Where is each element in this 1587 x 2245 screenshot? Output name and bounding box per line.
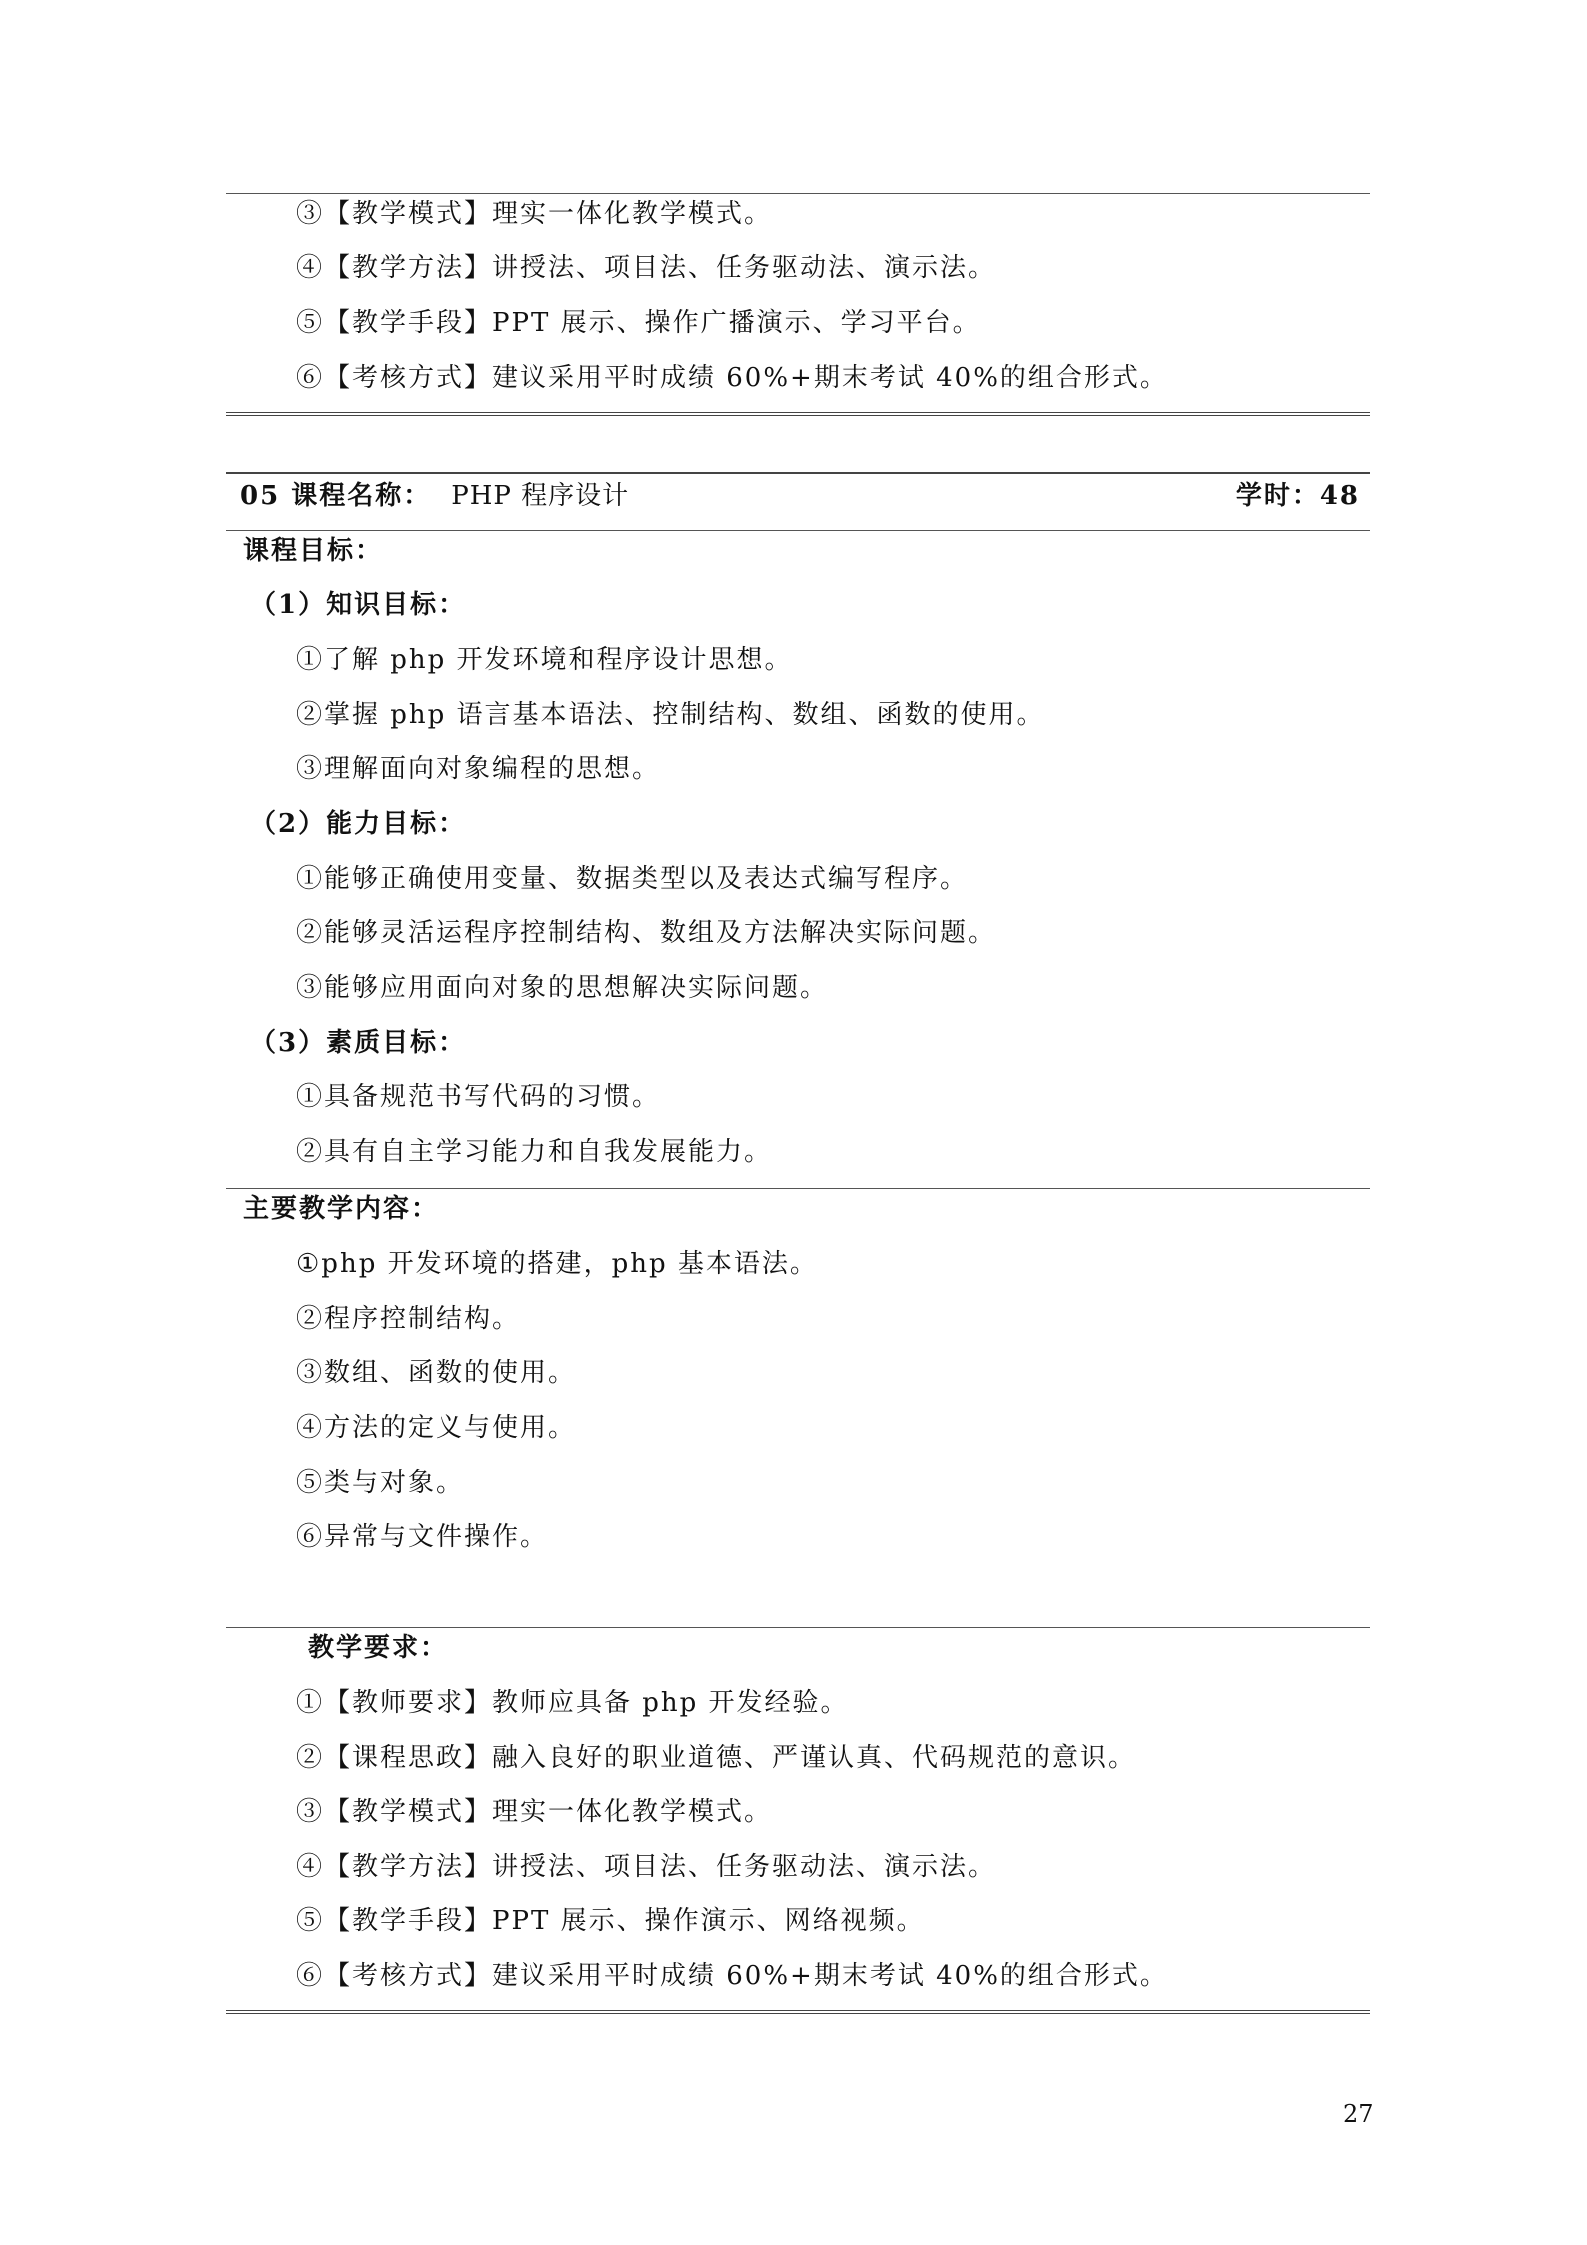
requirements-end-rule: [226, 2010, 1370, 2014]
requirement-item-5: ⑤【教学手段】PPT 展示、操作演示、网络视频。: [296, 1906, 925, 1936]
requirement-item-3: ③【教学模式】理实一体化教学模式。: [296, 1797, 773, 1827]
content-item-3: ③数组、函数的使用。: [296, 1358, 577, 1388]
requirement-item-1: ①【教师要求】教师应具备 php 开发经验。: [296, 1688, 849, 1718]
content-end-rule: [226, 1627, 1370, 1628]
ability-item-2: ②能够灵活运程序控制结构、数组及方法解决实际问题。: [296, 918, 997, 948]
knowledge-item-2: ②掌握 php 语言基本语法、控制结构、数组、函数的使用。: [296, 700, 1045, 730]
quality-item-1: ①具备规范书写代码的习惯。: [296, 1082, 661, 1112]
top-line-3: ⑤【教学手段】PPT 展示、操作广播演示、学习平台。: [296, 308, 981, 338]
page-number: 27: [1343, 2100, 1374, 2128]
knowledge-title: （1）知识目标：: [250, 590, 467, 620]
content-item-5: ⑤类与对象。: [296, 1468, 465, 1498]
quality-title: （3）素质目标：: [250, 1028, 467, 1058]
requirement-item-4: ④【教学方法】讲授法、项目法、任务驱动法、演示法。: [296, 1852, 997, 1882]
content-item-1: ①php 开发环境的搭建，php 基本语法。: [296, 1249, 818, 1279]
course-top-rule: [226, 472, 1370, 474]
ability-title: （2）能力目标：: [250, 809, 467, 839]
content-item-4: ④方法的定义与使用。: [296, 1413, 577, 1443]
course-name: PHP 程序设计: [451, 481, 630, 511]
requirements-title: 教学要求：: [308, 1633, 449, 1663]
content-item-6: ⑥异常与文件操作。: [296, 1522, 549, 1552]
course-header: [240, 476, 1360, 516]
top-line-4: ⑥【考核方式】建议采用平时成绩 60%+期末考试 40%的组合形式。: [296, 363, 1168, 393]
top-line-1: ③【教学模式】理实一体化教学模式。: [296, 199, 773, 229]
knowledge-item-1: ①了解 php 开发环境和程序设计思想。: [296, 645, 793, 675]
requirement-item-6: ⑥【考核方式】建议采用平时成绩 60%+期末考试 40%的组合形式。: [296, 1961, 1168, 1991]
top-rule: [226, 193, 1370, 194]
course-hours: 学时：48: [1235, 481, 1360, 511]
quality-item-2: ②具有自主学习能力和自我发展能力。: [296, 1137, 773, 1167]
course-header-rule: [226, 530, 1370, 531]
knowledge-item-3: ③理解面向对象编程的思想。: [296, 754, 661, 784]
content-item-2: ②程序控制结构。: [296, 1304, 521, 1334]
section-end-rule: [226, 412, 1370, 416]
objectives-end-rule: [226, 1188, 1370, 1189]
content-title: 主要教学内容：: [243, 1194, 440, 1224]
requirement-item-2: ②【课程思政】融入良好的职业道德、严谨认真、代码规范的意识。: [296, 1743, 1137, 1773]
course-label: 05 课程名称：: [240, 481, 432, 511]
ability-item-1: ①能够正确使用变量、数据类型以及表达式编写程序。: [296, 864, 969, 894]
ability-item-3: ③能够应用面向对象的思想解决实际问题。: [296, 973, 829, 1003]
top-line-2: ④【教学方法】讲授法、项目法、任务驱动法、演示法。: [296, 253, 997, 283]
objectives-title: 课程目标：: [243, 536, 384, 566]
